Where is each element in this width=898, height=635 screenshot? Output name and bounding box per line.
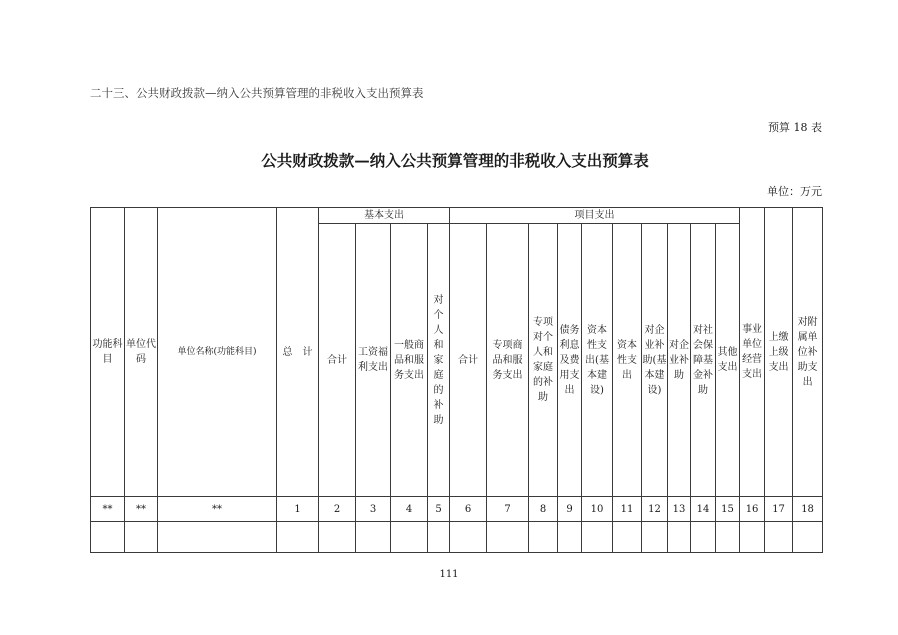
- header-grand-total: [277, 208, 319, 497]
- header-debt-interest-label: 债务利息及费用支出: [559, 324, 580, 396]
- header-social-security-subsidy-label: 对社会保障基金补助: [693, 324, 713, 396]
- empty-cell: [158, 522, 277, 553]
- header-project-total-label: 合计: [458, 354, 478, 366]
- empty-cell: [125, 522, 158, 553]
- column-number: 1: [277, 497, 319, 522]
- header-household-subsidy: [428, 224, 450, 497]
- header-wages-welfare: [356, 224, 391, 497]
- column-number: 14: [691, 497, 716, 522]
- column-number: 16: [740, 497, 765, 522]
- empty-cell: [428, 522, 450, 553]
- header-subsidy-to-affiliates-label: 对附属单位补助支出: [797, 316, 818, 388]
- header-remit-to-superior: [765, 208, 793, 497]
- column-number: 8: [529, 497, 558, 522]
- header-functional-subject: [91, 208, 125, 497]
- empty-cell: [642, 522, 668, 553]
- header-grand-total-label: 总 计: [282, 346, 313, 358]
- column-number: **: [91, 497, 125, 522]
- header-wages-welfare-label: 工资福利支出: [358, 347, 388, 373]
- column-number: 15: [716, 497, 740, 522]
- header-basic-total: [319, 224, 356, 497]
- header-remit-to-superior-label: 上缴上级支出: [768, 331, 789, 373]
- column-number: 13: [668, 497, 691, 522]
- header-enterprise-subsidy-construction-label: 对企业补助(基本建设): [642, 324, 667, 396]
- budget-table: [90, 207, 823, 553]
- header-unit-code-label: 单位代码: [126, 339, 156, 365]
- column-number: 4: [391, 497, 428, 522]
- empty-cell: [391, 522, 428, 553]
- header-capital: [613, 224, 642, 497]
- column-number: **: [125, 497, 158, 522]
- empty-cell: [487, 522, 529, 553]
- header-functional-subject-label: 功能科目: [92, 339, 123, 365]
- empty-cell: [450, 522, 487, 553]
- header-special-goods-services-label: 专项商品和服务支出: [492, 339, 523, 381]
- header-project-expenditure: 项目支出: [450, 208, 740, 224]
- header-business-operation: [740, 208, 765, 497]
- empty-cell: [765, 522, 793, 553]
- column-number: 5: [428, 497, 450, 522]
- header-other-expenditure: [716, 224, 740, 497]
- header-enterprise-subsidy-label: 对企业补助: [669, 339, 689, 381]
- header-special-household-subsidy: [529, 224, 558, 497]
- empty-cell: [319, 522, 356, 553]
- empty-cell: [716, 522, 740, 553]
- header-social-security-subsidy: [691, 224, 716, 497]
- empty-cell: [740, 522, 765, 553]
- empty-cell: [582, 522, 613, 553]
- header-row-groups: [91, 208, 823, 224]
- column-number: 17: [765, 497, 793, 522]
- header-special-goods-services: [487, 224, 529, 497]
- header-basic-total-label: 合计: [327, 354, 347, 366]
- column-number: 12: [642, 497, 668, 522]
- header-debt-interest: [558, 224, 582, 497]
- empty-cell: [277, 522, 319, 553]
- column-number: 6: [450, 497, 487, 522]
- header-subsidy-to-affiliates: [793, 208, 823, 497]
- header-unit-code: [125, 208, 158, 497]
- empty-cell: [529, 522, 558, 553]
- column-number: 11: [613, 497, 642, 522]
- column-number: 2: [319, 497, 356, 522]
- empty-cell: [356, 522, 391, 553]
- header-household-subsidy-label: 对个人和家庭的补助: [433, 294, 444, 426]
- column-number: 10: [582, 497, 613, 522]
- header-enterprise-subsidy: [668, 224, 691, 497]
- empty-cell: [558, 522, 582, 553]
- header-unit-name: [158, 208, 277, 497]
- header-capital-label: 资本性支出: [617, 339, 637, 381]
- empty-cell: [691, 522, 716, 553]
- header-business-operation-label: 事业单位经营支出: [742, 324, 763, 380]
- empty-data-row: [91, 522, 823, 553]
- column-number: 18: [793, 497, 823, 522]
- empty-cell: [613, 522, 642, 553]
- unit-label: 单位：万元: [767, 185, 822, 198]
- column-number: 9: [558, 497, 582, 522]
- page-number: 111: [439, 569, 459, 580]
- column-number: 3: [356, 497, 391, 522]
- header-goods-services: [391, 224, 428, 497]
- empty-cell: [668, 522, 691, 553]
- header-project-total: [450, 224, 487, 497]
- header-basic-expenditure: 基本支出: [319, 208, 450, 224]
- empty-cell: [793, 522, 823, 553]
- section-heading: 二十三、公共财政拨款—纳入公共预算管理的非税收入支出预算表: [90, 86, 424, 100]
- table-code: 预算 18 表: [768, 121, 822, 134]
- header-capital-construction-label: 资本性支出(基本建设): [585, 324, 609, 396]
- header-unit-name-label: 单位名称(功能科目): [177, 347, 257, 357]
- header-goods-services-label: 一般商品和服务支出: [394, 339, 424, 381]
- column-number: **: [158, 497, 277, 522]
- empty-cell: [91, 522, 125, 553]
- column-number-row: [91, 497, 823, 522]
- header-special-household-subsidy-label: 专项对个人和家庭的补助: [533, 317, 553, 403]
- header-enterprise-subsidy-construction: [642, 224, 668, 497]
- page-title: 公共财政拨款—纳入公共预算管理的非税收入支出预算表: [261, 151, 649, 170]
- column-number: 7: [487, 497, 529, 522]
- header-capital-construction: [582, 224, 613, 497]
- header-other-expenditure-label: 其他支出: [717, 347, 738, 373]
